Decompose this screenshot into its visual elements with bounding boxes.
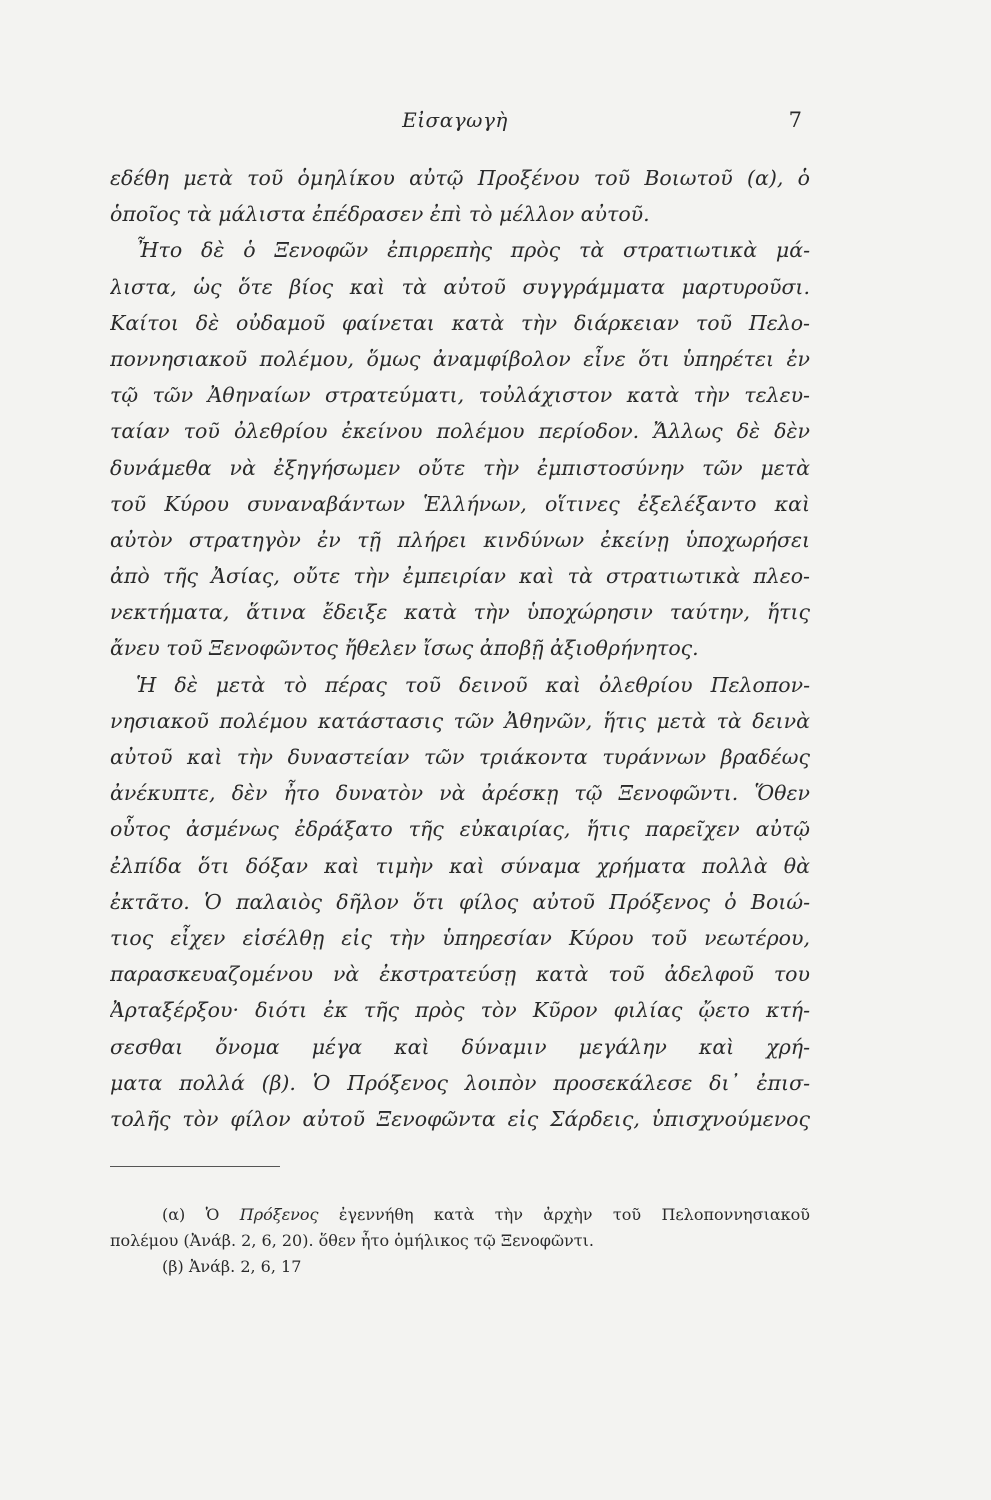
running-title: Εἰσαγωγὴ [402,108,508,132]
text-line: τῷ τῶν Ἀθηναίων στρατεύματι, τοὐλάχιστον κατὰ τὴν τελευ- [110,383,810,408]
text-line: δυνάμεθα νὰ ἐξηγήσωμεν οὔτε τὴν ἐμπιστοσύνην τῶν μετὰ [110,455,810,480]
footnote-a-line-2: πολέμου (Ἀνάβ. 2, 6, 20). ὅθεν ἦτο ὁμήλικος τῷ Ξενοφῶντι. [110,1231,594,1250]
text-line: ἀπὸ τῆς Ἀσίας, οὔτε τὴν ἐμπειρίαν καὶ τὰ στρατιωτικὰ πλεο- [110,564,810,589]
text-line: τιος εἶχεν εἰσέλθῃ εἰς τὴν ὑπηρεσίαν Κύρου τοῦ νεωτέρου, [110,925,810,950]
text-line: ματα πολλά (β). Ὁ Πρόξενος λοιπὸν προσεκάλεσε δι᾿ ἐπισ- [110,1070,810,1095]
footnote-divider [110,1166,280,1167]
footnotes [110,1202,810,1280]
text-line: λιστα, ὡς ὅτε βίος καὶ τὰ αὐτοῦ συγγράμματα μαρτυροῦσι. [110,274,810,299]
text-line: ἀνέκυπτε, δὲν ἦτο δυνατὸν νὰ ἀρέσκῃ τῷ Ξενοφῶντι. Ὅθεν [110,781,810,806]
page-number: 7 [788,108,802,132]
text-line: νεκτήματα, ἅτινα ἔδειξε κατὰ τὴν ὑποχώρησιν ταύτην, ἥτις [110,600,810,625]
text-line: οὗτος ἀσμένως ἐδράξατο τῆς εὐκαιρίας, ἥτις παρεῖχεν αὐτῷ [110,817,810,842]
text-line: τοῦ Κύρου συναναβάντων Ἑλλήνων, οἵτινες ἐξελέξαντο καὶ [110,491,810,516]
text-line: Ἀρταξέρξου· διότι ἐκ τῆς πρὸς τὸν Κῦρον φιλίας ᾤετο κτή- [110,998,810,1023]
footnote-a-line-1 [110,1202,810,1228]
text-line: Ἦτο δὲ ὁ Ξενοφῶν ἐπιρρεπὴς πρὸς τὰ στρατιωτικὰ μά- [136,238,810,263]
text-line: αὐτὸν στρατηγὸν ἐν τῇ πλήρει κινδύνων ἐκείνῃ ὑποχωρήσει [110,527,810,552]
text-line: ταίαν τοῦ ὀλεθρίου ἐκείνου πολέμου περίοδον. Ἄλλως δὲ δὲν [110,419,810,444]
text-line: εδέθη μετὰ τοῦ ὁμηλίκου αὐτῷ Προξένου τοῦ Βοιωτοῦ (α), ὁ [110,166,810,190]
text-line: ἐλπίδα ὅτι δόξαν καὶ τιμὴν καὶ σύναμα χρήματα πολλὰ θὰ [110,853,810,878]
text-line: παρασκευαζομένου νὰ ἐκστρατεύσῃ κατὰ τοῦ ἀδελφοῦ του [110,962,810,987]
text-line: ἐκτᾶτο. Ὁ παλαιὸς δῆλον ὅτι φίλος αὐτοῦ Πρόξενος ὁ Βοιώ- [110,889,810,914]
text-line: σεσθαι ὄνομα μέγα καὶ δύναμιν μεγάλην καὶ χρή- [110,1034,810,1059]
footnote-a-rest: ἐγεννήθη κατὰ τὴν ἀρχὴν τοῦ Πελοποννησιακοῦ [338,1205,810,1224]
footnote-a-marker: (α) Ὁ [162,1205,220,1224]
text-line: ὁποῖος τὰ μάλιστα ἐπέδρασεν ἐπὶ τὸ μέλλον αὐτοῦ. [110,202,650,227]
page-header [110,108,800,138]
text-line: τολῆς τὸν φίλον αὐτοῦ Ξενοφῶντα εἰς Σάρδεις, ὑπισχνούμενος [110,1106,810,1131]
text-line: ποννησιακοῦ πολέμου, ὅμως ἀναμφίβολον εἶνε ὅτι ὑπηρέτει ἐν [110,346,810,371]
text-line: Ἡ δὲ μετὰ τὸ πέρας τοῦ δεινοῦ καὶ ὀλεθρίου Πελοπον- [136,672,810,697]
text-line: Καίτοι δὲ οὐδαμοῦ φαίνεται κατὰ τὴν διάρκειαν τοῦ Πελο- [110,310,810,335]
footnote-b-line: (β) Ἀνάβ. 2, 6, 17 [162,1257,302,1276]
text-line: νησιακοῦ πολέμου κατάστασις τῶν Ἀθηνῶν, ἥτις μετὰ τὰ δεινὰ [110,708,810,733]
text-line: αὐτοῦ καὶ τὴν δυναστείαν τῶν τριάκοντα τυράννων βραδέως [110,745,810,769]
footnote-a-italic: Πρόξενος [239,1205,319,1224]
body-text [110,160,810,1137]
text-line: ἄνευ τοῦ Ξενοφῶντος ἤθελεν ἴσως ἀποβῇ ἀξιοθρήνητος. [110,636,699,661]
